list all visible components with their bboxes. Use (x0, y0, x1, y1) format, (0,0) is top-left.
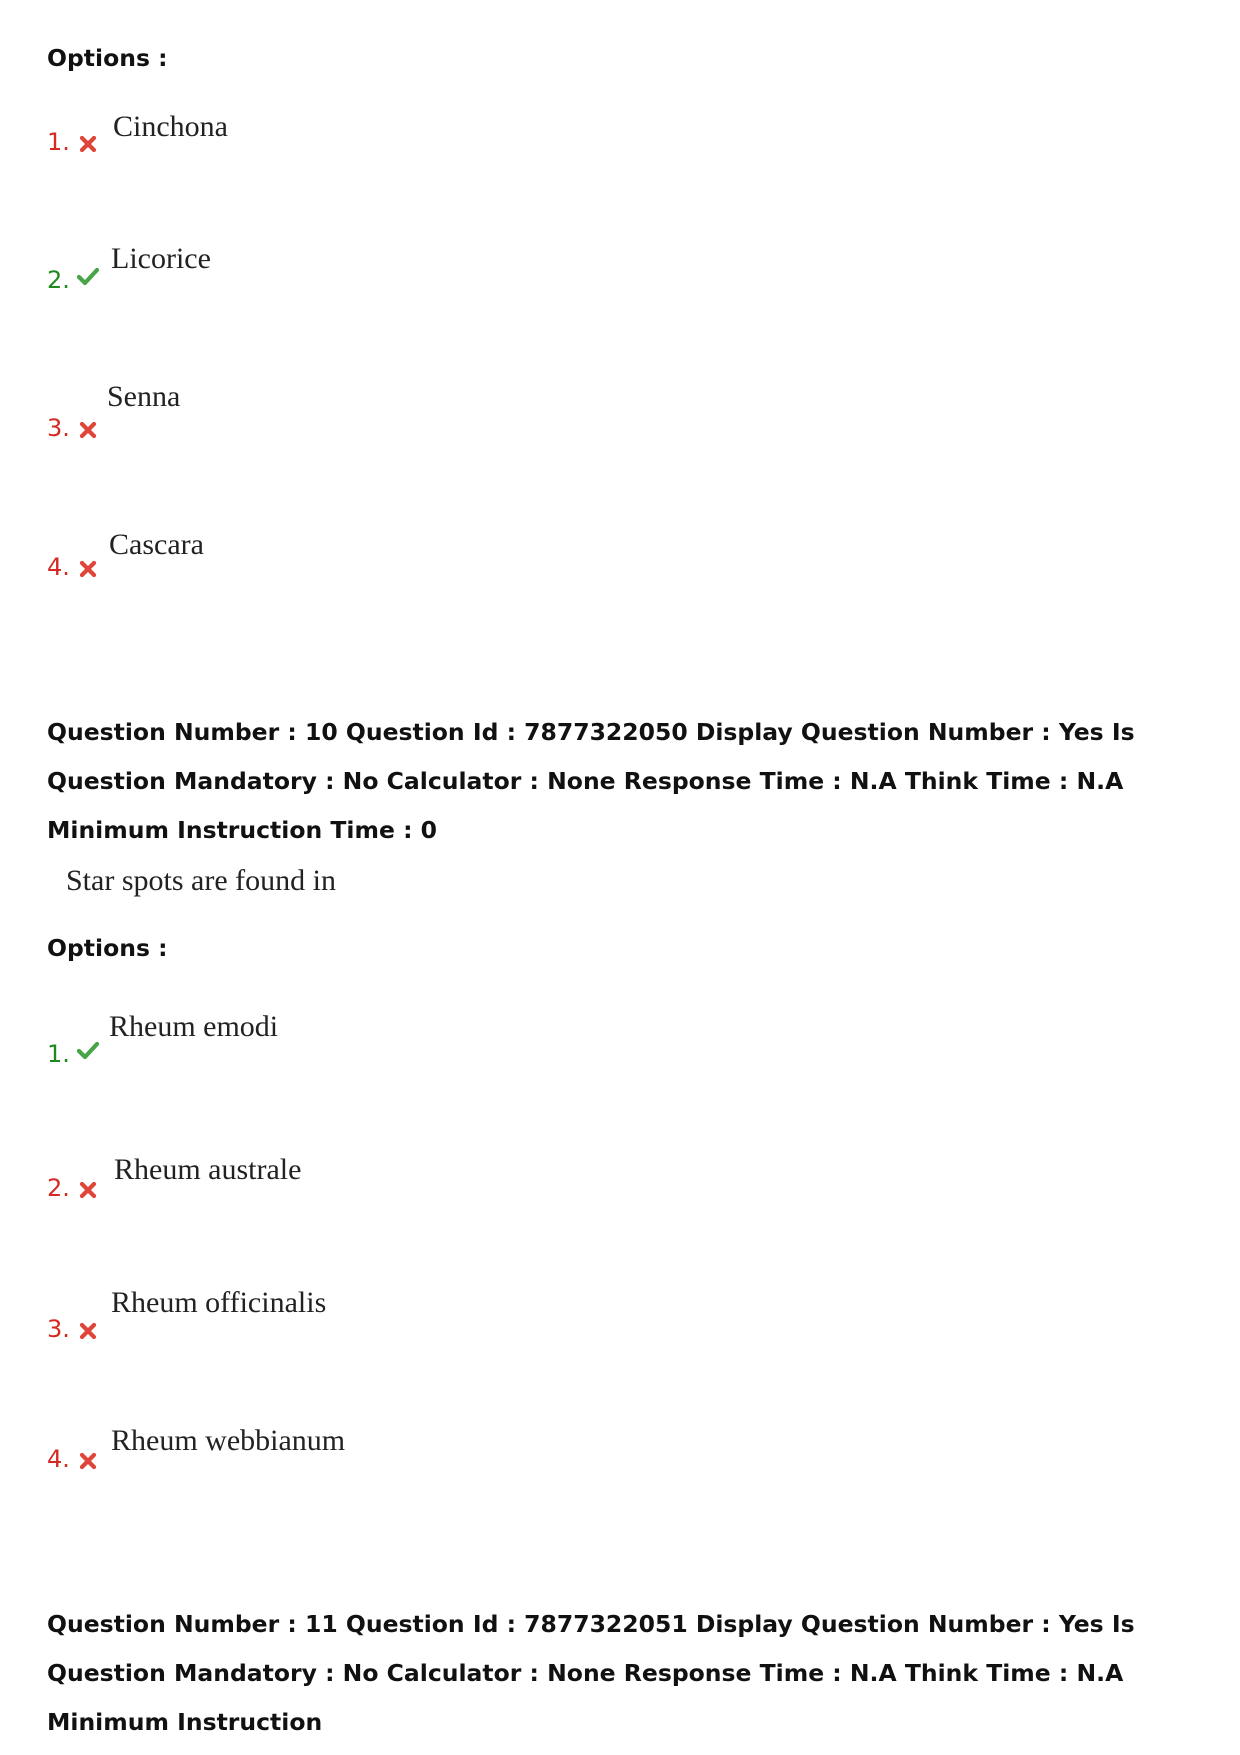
option-text: Rheum webbianum (111, 1424, 346, 1457)
cross-icon (76, 1449, 100, 1473)
check-icon (76, 264, 100, 288)
option-text: Cinchona (113, 110, 228, 143)
cross-icon (76, 1178, 100, 1202)
cross-icon (76, 418, 100, 442)
cross-icon (76, 1319, 100, 1343)
options-heading: Options : (47, 934, 168, 962)
cross-icon (76, 132, 100, 156)
option-number: 1. (47, 1040, 70, 1068)
option-number: 2. (47, 1174, 70, 1202)
option-text: Rheum officinalis (111, 1286, 327, 1319)
option-number: 1. (47, 128, 70, 156)
option-number: 2. (47, 266, 70, 294)
option-number: 4. (47, 553, 70, 581)
option-number: 4. (47, 1445, 70, 1473)
options-heading: Options : (47, 44, 168, 72)
question-meta: Question Number : 11 Question Id : 7877322051 Display Question Number : Yes Is Question Mandatory : No Calculator : None Response Time : N.A Think Time : N.A Minimum Instruction (47, 1610, 1135, 1736)
option-text: Senna (107, 380, 181, 413)
question-meta: Question Number : 10 Question Id : 7877322050 Display Question Number : Yes Is Question Mandatory : No Calculator : None Response Time : N.A Think Time : N.A Minimum Instruction Time : 0 (47, 718, 1135, 844)
option-number: 3. (47, 1315, 70, 1343)
option-text: Rheum emodi (109, 1010, 279, 1043)
option-text: Cascara (109, 528, 204, 561)
option-text: Licorice (111, 242, 211, 275)
cross-icon (76, 557, 100, 581)
check-icon (76, 1038, 100, 1062)
option-text: Rheum australe (114, 1153, 302, 1186)
question-text: Star spots are found in (66, 864, 336, 897)
option-number: 3. (47, 414, 70, 442)
